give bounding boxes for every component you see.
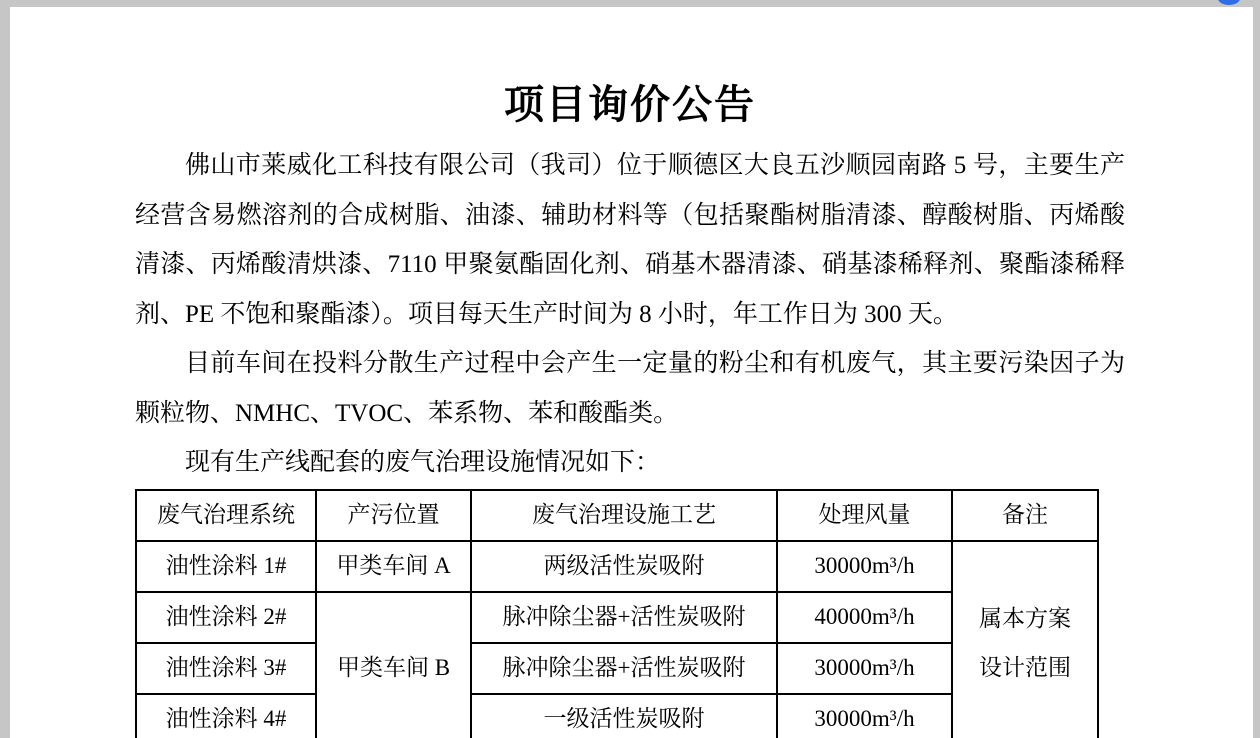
cell-airflow: 30000m³/h	[777, 643, 952, 694]
header-cell-system: 废气治理系统	[136, 490, 316, 541]
page-title: 项目询价公告	[504, 82, 756, 127]
header-cell-airflow: 处理风量	[777, 490, 952, 541]
document-body	[135, 141, 1125, 738]
remark-line: 设计范围	[979, 654, 1071, 680]
table-row	[136, 541, 1098, 592]
cell-process: 脉冲除尘器+活性炭吸附	[471, 592, 777, 643]
cell-system: 油性涂料 4#	[136, 694, 316, 738]
paragraph-table-lead-in: 现有生产线配套的废气治理设施情况如下：	[185, 449, 661, 476]
header-cell-location: 产污位置	[316, 490, 471, 541]
cell-process: 脉冲除尘器+活性炭吸附	[471, 643, 777, 694]
header-cell-process: 废气治理设施工艺	[471, 490, 777, 541]
cell-location: 甲类车间 A	[316, 541, 471, 592]
cell-airflow: 30000m³/h	[777, 541, 952, 592]
waste-gas-treatment-table	[135, 489, 1099, 738]
table-header-row	[136, 490, 1098, 541]
cell-location: 甲类车间 B	[316, 592, 471, 738]
cell-process: 两级活性炭吸附	[471, 541, 777, 592]
blue-circle-icon[interactable]	[1218, 0, 1240, 5]
cell-system: 油性涂料 3#	[136, 643, 316, 694]
page-content	[10, 81, 1253, 738]
cell-airflow: 40000m³/h	[777, 592, 952, 643]
cell-airflow: 30000m³/h	[777, 694, 952, 738]
cell-process: 一级活性炭吸附	[471, 694, 777, 738]
document-page	[10, 7, 1253, 738]
cell-system: 油性涂料 2#	[136, 592, 316, 643]
header-cell-remark: 备注	[952, 490, 1098, 541]
remark-line: 属本方案	[979, 605, 1071, 631]
cell-system: 油性涂料 1#	[136, 541, 316, 592]
paragraph-pollutants: 目前车间在投料分散生产过程中会产生一定量的粉尘和有机废气，其主要污染因子为颗粒物、NMHC、TVOC、苯系物、苯和酸酯类。	[135, 350, 1125, 427]
paragraph-company-intro: 佛山市莱威化工科技有限公司（我司）位于顺德区大良五沙顺园南路 5 号，主要生产经营含易燃溶剂的合成树脂、油漆、辅助材料等（包括聚酯树脂清漆、醇酸树脂、丙烯酸清漆、丙烯酸清烘漆、7110 甲聚氨酯固化剂、硝基木器清漆、硝基漆稀释剂、聚酯漆稀释剂、PE 不饱和聚酯漆）。项目每天生产时间为 8 小时，年工作日为 300 天。	[135, 152, 1125, 328]
cell-remark	[952, 541, 1098, 738]
